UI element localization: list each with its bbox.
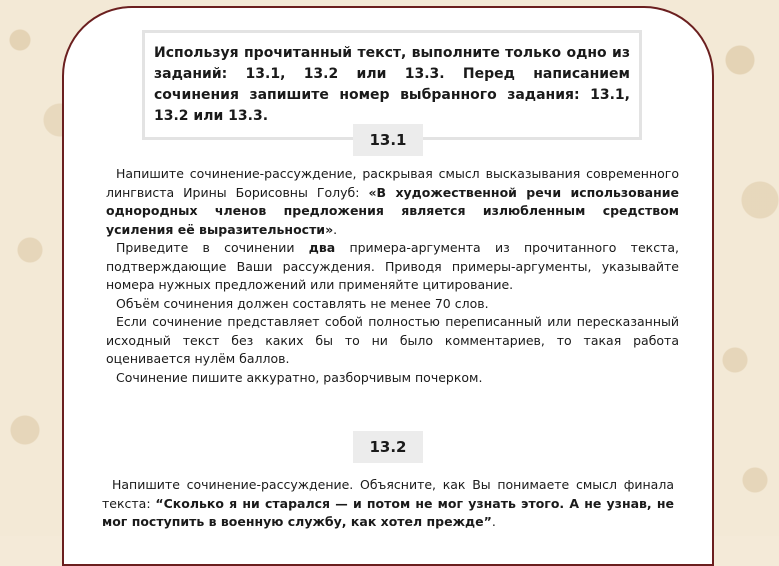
task-13-2-lead: Напишите сочинение-рассуждение. Объясните, как Вы понимаете смысл финала текста:	[102, 477, 674, 511]
instruction-text-end: из заданий: 13.1, 13.2 или 13.3. Перед написанием сочинения запишите номер выбранного задания: 13.1, 13.2 или 13.3.	[154, 45, 630, 124]
task-13-2-label: 13.2	[353, 431, 423, 463]
task-13-1-p2a: Приведите в сочинении	[116, 240, 309, 255]
task-13-1-p2-bold: два	[308, 240, 336, 255]
task-13-2-end: .	[491, 514, 496, 529]
task-13-1-paragraph-3: Объём сочинения должен составлять не менее 70 слов.	[116, 295, 489, 311]
task-13-1-end: .	[333, 221, 338, 237]
task-13-1-paragraph-1	[106, 165, 679, 239]
task-13-1-label: 13.1	[353, 124, 423, 156]
task-13-1-body	[106, 165, 679, 387]
task-13-1-p2b: примера-аргумента из прочитанного текста, подтверждающие Ваши рассуждения. Приводя примеры-аргументы, указывайте номера нужных предложений или применяйте цитирование.	[106, 240, 679, 292]
task-13-1-lead: Напишите сочинение-рассуждение, раскрывая смысл высказывания современного лингвиста Ирины Борисовны Голуб:	[106, 166, 679, 200]
instruction-text: Используя прочитанный текст, выполните	[154, 45, 506, 61]
task-13-2-quote: “Сколько я ни старался — и потом не мог узнать этого. А не узнав, не мог поступить в военную службу, как хотел прежде”	[102, 495, 674, 529]
task-13-1-paragraph-4: Если сочинение представляет собой полностью переписанный или пересказанный исходный текст без каких бы то ни было комментариев, то такая работа оценивается нулём баллов.	[106, 314, 679, 366]
task-13-2-paragraph-1	[102, 476, 674, 532]
instruction-emphasis: только одно	[505, 45, 607, 61]
task-13-1-paragraph-5: Сочинение пишите аккуратно, разборчивым почерком.	[116, 369, 483, 385]
task-13-1-paragraph-2	[106, 239, 679, 295]
task-13-1-quote: «В художественной речи использование однородных членов предложения является излюбленным средством усиления её выразительности»	[106, 184, 679, 237]
task-13-2-body	[102, 476, 674, 532]
